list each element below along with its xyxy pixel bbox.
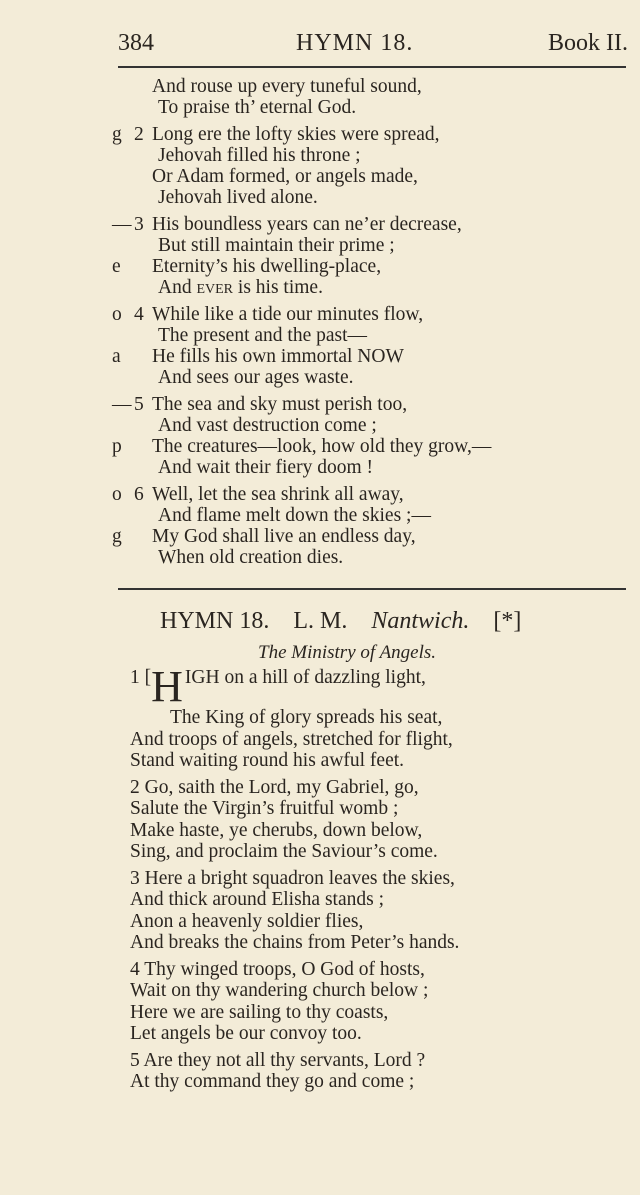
running-title: HYMN 18. — [296, 30, 414, 56]
first-line-text: IGH on a hill of dazzling light, — [184, 667, 426, 688]
dynamic-mark: — — [112, 394, 132, 415]
verse-text: When old creation dies. — [158, 547, 344, 568]
verse-line: And troops of angels, stretched for flight, — [130, 728, 453, 750]
verse-line — [112, 235, 632, 256]
verse-line: At thy command they go and come ; — [130, 1071, 415, 1092]
verse-text: Jehovah lived alone. — [158, 187, 318, 208]
book-label: Book II. — [548, 30, 628, 56]
verse-text: And flame melt down the skies ;— — [158, 505, 431, 526]
verse-line — [112, 304, 632, 325]
dynamic-mark: g — [112, 124, 122, 145]
verse-line — [112, 436, 632, 457]
verse-line: 4 Thy winged troops, O God of hosts, — [130, 958, 425, 980]
hymn-heading — [160, 608, 539, 635]
page-number: 384 — [118, 30, 154, 56]
hymn-meter: L. M. — [293, 608, 348, 634]
verse-line — [112, 346, 632, 367]
verse-line: Let angels be our convoy too. — [130, 1023, 362, 1044]
stanza — [130, 1050, 620, 1093]
dynamic-mark: g — [112, 526, 122, 547]
verse-line — [112, 166, 632, 187]
verse-line: Here we are sailing to thy coasts, — [130, 1001, 389, 1023]
verse-line — [112, 526, 632, 547]
verse-text: His boundless years can ne’er decrease, — [152, 214, 462, 235]
verse-line — [112, 187, 632, 208]
hymn-title: HYMN 18. — [160, 608, 270, 634]
verse-text: But still maintain their prime ; — [158, 235, 395, 256]
verse-line — [112, 415, 632, 436]
verse-line — [112, 325, 632, 346]
verse-line: The King of glory spreads his seat, — [170, 707, 443, 728]
hymn-tune: Nantwich. — [371, 608, 470, 634]
stanza — [130, 868, 620, 954]
first-line — [130, 662, 620, 711]
drop-cap: H — [151, 662, 183, 711]
verse-line: And breaks the chains from Peter’s hands. — [130, 932, 460, 953]
verse-text: And wait their fiery doom ! — [158, 457, 373, 478]
stanza-number: 2 — [134, 124, 144, 145]
verse-text: To praise th’ eternal God. — [158, 97, 357, 118]
verse-text: Jehovah filled his throne ; — [158, 145, 361, 166]
verse-line: Sing, and proclaim the Saviour’s come. — [130, 841, 438, 862]
verse-text: My God shall live an endless day, — [152, 526, 416, 547]
verse-text: While like a tide our minutes flow, — [152, 304, 424, 325]
stanza-number: 4 — [134, 304, 144, 325]
verse-line — [112, 124, 632, 145]
verse-line: And thick around Elisha stands ; — [130, 889, 385, 910]
stanza — [112, 124, 632, 208]
verse-line: Anon a heavenly soldier flies, — [130, 910, 364, 932]
stanza — [130, 777, 620, 863]
stanza — [130, 662, 620, 772]
verse-text: The present and the past— — [158, 325, 368, 346]
stanza — [112, 394, 632, 478]
stanza-number: 5 — [134, 394, 144, 415]
hymn-subtitle: The Ministry of Angels. — [258, 642, 437, 663]
dynamic-mark: o — [112, 484, 122, 505]
verse-text: Or Adam formed, or angels made, — [152, 166, 418, 187]
verse-line: Make haste, ye cherubs, down below, — [130, 819, 423, 841]
verse-line — [112, 277, 632, 298]
verse-text: He fills his own immortal NOW — [152, 346, 404, 367]
verse-text: The sea and sky must perish too, — [152, 394, 408, 415]
hymn-18-text — [130, 662, 620, 1098]
stanza — [112, 484, 632, 568]
header-rule — [118, 66, 626, 68]
verse-text: Long ere the lofty skies were spread, — [152, 124, 440, 145]
verse-text: Well, let the sea shrink all away, — [152, 484, 404, 505]
stanza — [130, 959, 620, 1045]
verse-line: Salute the Virgin’s fruitful womb ; — [130, 798, 399, 819]
verse-line: Stand waiting round his awful feet. — [130, 750, 405, 771]
verse-text: And sees our ages waste. — [158, 367, 354, 388]
verse-line — [112, 547, 632, 568]
stanza — [112, 214, 632, 298]
stanza-number: 1 — [130, 667, 140, 688]
stanza-number: 3 — [134, 214, 144, 235]
bracket: [ — [144, 667, 152, 688]
dynamic-mark: a — [112, 346, 121, 367]
dynamic-mark: e — [112, 256, 121, 277]
verse-line: 2 Go, saith the Lord, my Gabriel, go, — [130, 776, 419, 798]
dynamic-mark: — — [112, 214, 132, 235]
verse-text: Eternity’s his dwelling-place, — [152, 256, 382, 277]
dynamic-mark: o — [112, 304, 122, 325]
verse-line — [112, 484, 632, 505]
verse-line — [112, 457, 632, 478]
verse-text: And ever is his time. — [158, 277, 323, 298]
verse-line — [112, 505, 632, 526]
verse-text: The creatures—look, how old they grow,— — [152, 436, 492, 457]
hymn-17-continuation — [112, 76, 632, 574]
verse-line: 3 Here a bright squadron leaves the skies, — [130, 867, 455, 889]
stanza-number: 6 — [134, 484, 144, 505]
verse-line — [112, 367, 632, 388]
verse-line — [112, 214, 632, 235]
stanza — [112, 76, 632, 118]
stanza — [112, 304, 632, 388]
verse-line — [112, 394, 632, 415]
dynamic-mark: p — [112, 436, 122, 457]
page-header — [118, 30, 628, 66]
section-divider — [118, 588, 626, 590]
verse-text: And vast destruction come ; — [158, 415, 377, 436]
verse-line — [112, 76, 632, 97]
verse-text: And rouse up every tuneful sound, — [152, 76, 422, 97]
verse-line — [112, 97, 632, 118]
verse-line — [112, 145, 632, 166]
verse-line: 5 Are they not all thy servants, Lord ? — [130, 1049, 426, 1071]
verse-line — [112, 256, 632, 277]
hymn-mark: [*] — [493, 608, 522, 634]
verse-line: Wait on thy wandering church below ; — [130, 980, 429, 1001]
